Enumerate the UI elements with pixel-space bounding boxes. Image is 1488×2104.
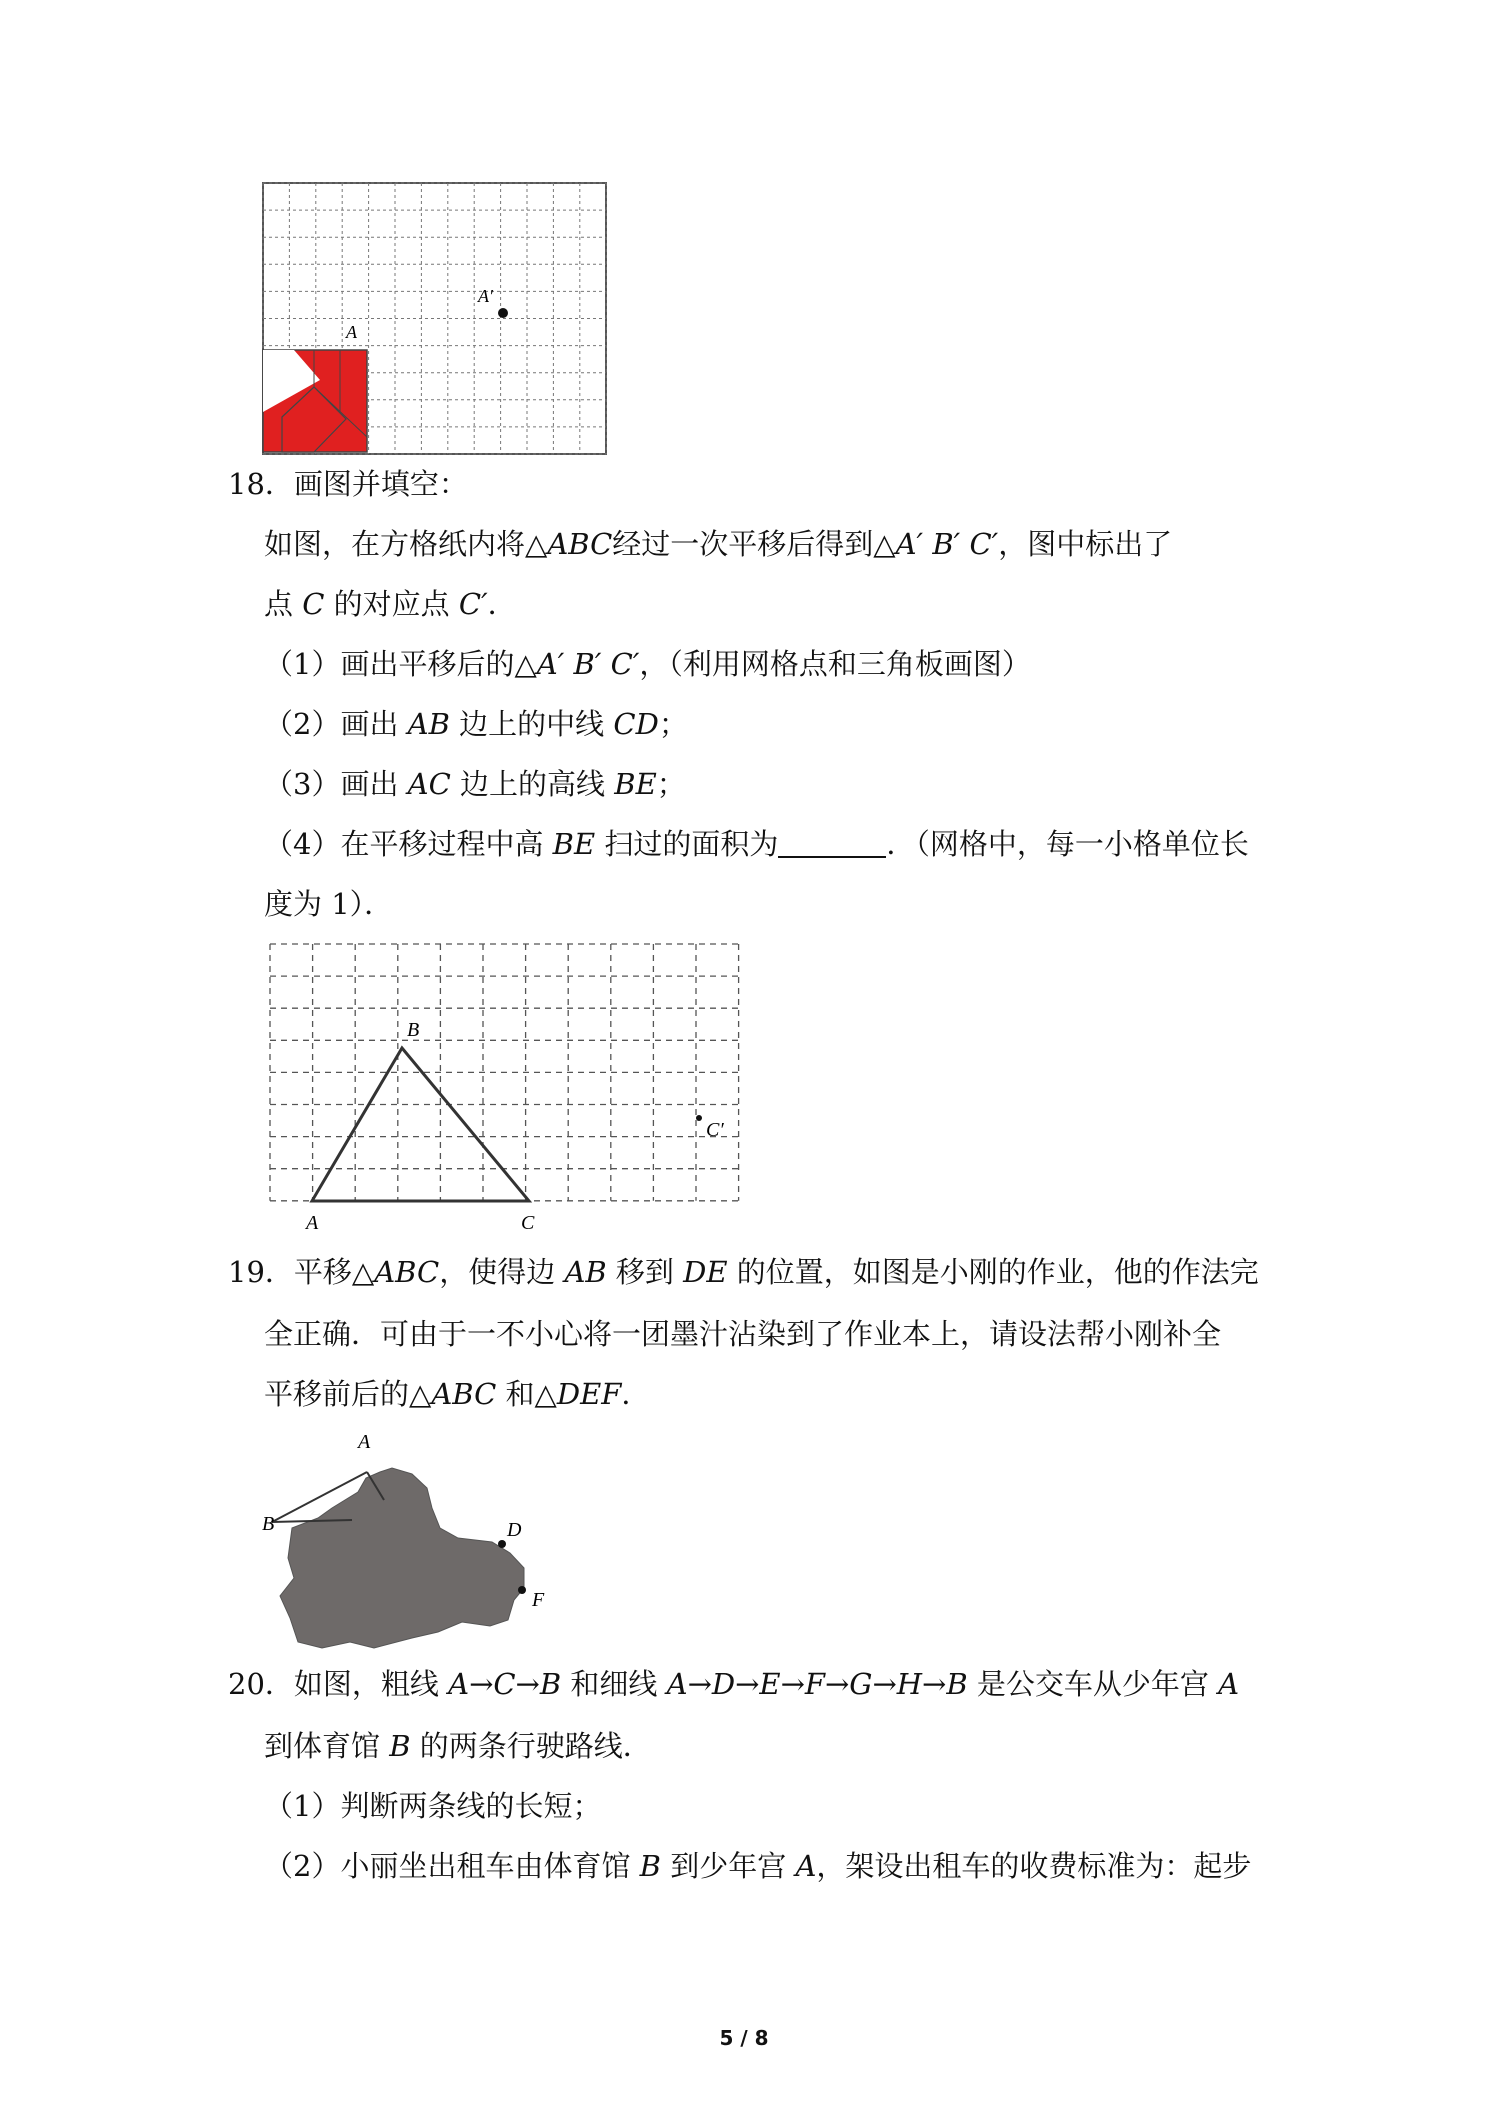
q20-line2: 到体育馆 B 的两条行驶路线．	[264, 1729, 652, 1763]
point-d	[498, 1540, 506, 1548]
page-number: 5 / 8	[719, 2026, 769, 2050]
q18-title: 18．画图并填空：	[228, 467, 468, 501]
label-c-prime: C′	[706, 1119, 724, 1141]
q18-part3: （3）画出 AC 边上的高线 BE；	[264, 767, 686, 801]
label-a: A	[346, 322, 357, 342]
q18-figure	[262, 936, 762, 1236]
label-a: A	[358, 1431, 371, 1453]
label-a: A	[306, 1212, 319, 1234]
label-d: D	[507, 1519, 522, 1541]
label-b: B	[407, 1019, 420, 1041]
ink-blot	[280, 1468, 524, 1648]
q19-line1: 19．平移△ABC，使得边 AB 移到 DE 的位置，如图是小刚的作业，他的作法完	[228, 1255, 1259, 1289]
q18-part4-line2: 度为 1）．	[264, 887, 394, 921]
point-f	[518, 1586, 526, 1594]
q20-part2: （2）小丽坐出租车由体育馆 B 到少年宫 A，架设出租车的收费标准为：起步	[264, 1849, 1252, 1883]
q18-stem-line1: 如图，在方格纸内将△ABC经过一次平移后得到△A′ B′ C′，图中标出了	[264, 527, 1173, 561]
q19-line2: 全正确．可由于一不小心将一团墨汁沾染到了作业本上，请设法帮小刚补全	[264, 1317, 1222, 1351]
point-a-prime	[498, 308, 508, 318]
q17-figure	[262, 182, 607, 455]
q19-figure	[262, 1428, 562, 1650]
q18-part4: （4）在平移过程中高 BE 扫过的面积为 ．（网格中，每一小格单位长	[264, 827, 1249, 861]
q19-line3: 平移前后的△ABC 和△DEF．	[264, 1377, 651, 1411]
triangle-abc	[312, 1048, 529, 1201]
label-c: C	[521, 1212, 535, 1234]
label-f: F	[532, 1589, 545, 1611]
q18-stem-line2: 点 C 的对应点 C′．	[264, 587, 517, 621]
point-c-prime	[696, 1115, 702, 1121]
q18-part2: （2）画出 AB 边上的中线 CD；	[264, 707, 688, 741]
q20-line1: 20．如图，粗线 A→C→B 和细线 A→D→E→F→G→H→B 是公交车从少年宫 A	[228, 1667, 1240, 1701]
answer-blank[interactable]	[778, 828, 886, 858]
q18-part1: （1）画出平移后的△A′ B′ C′，（利用网格点和三角板画图）	[264, 647, 1031, 681]
label-b: B	[262, 1513, 275, 1535]
label-a-prime: A′	[478, 286, 493, 306]
q20-part1: （1）判断两条线的长短；	[264, 1789, 602, 1823]
